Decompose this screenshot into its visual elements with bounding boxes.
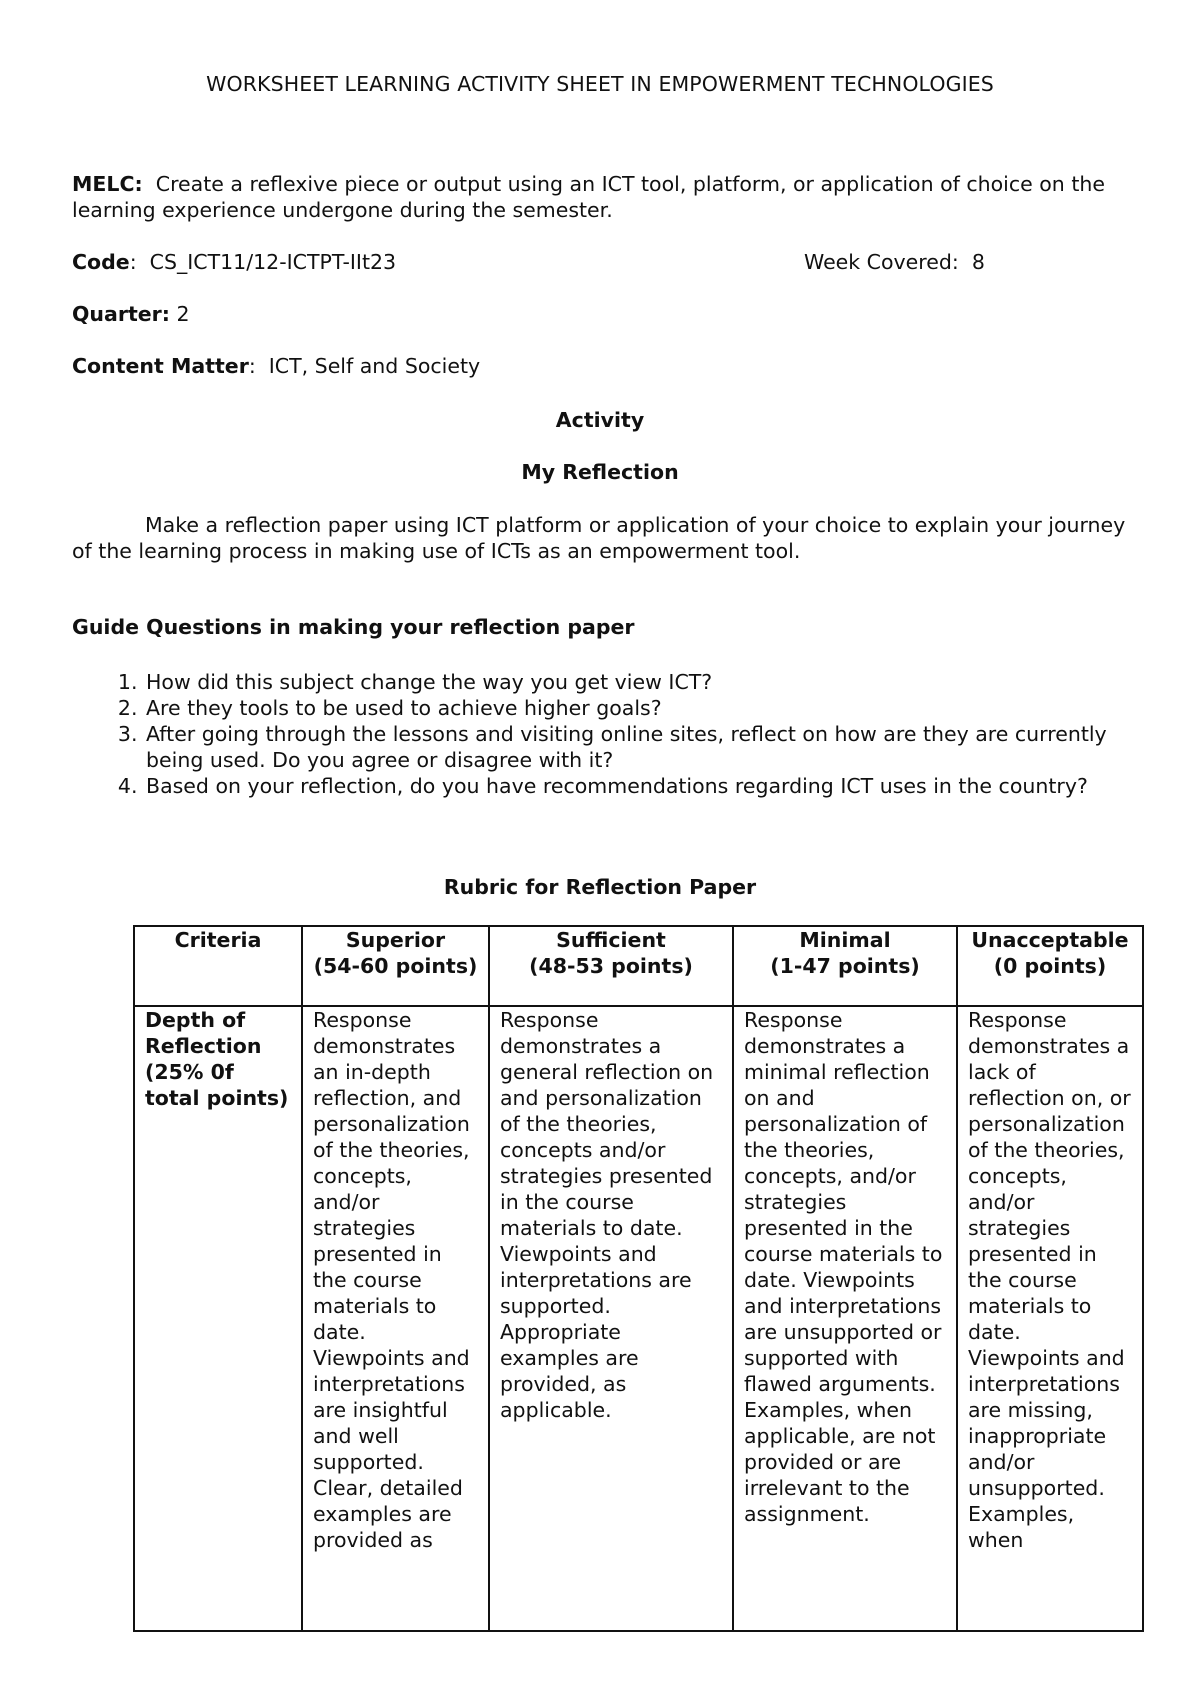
week-label: Week Covered: [804, 250, 959, 274]
list-item: 4. Based on your reflection, do you have recommendations regarding ICT uses in the country? [144, 773, 1154, 799]
code-value: CS_ICT11/12-ICTPT-IIt23 [149, 250, 397, 274]
melc-text: Create a reflexive piece or output using an ICT tool, platform, or application of choice on the learning experience undergone during the semester. [72, 172, 1105, 222]
quarter-label: Quarter: [72, 302, 170, 326]
activity-instructions: Make a reflection paper using ICT platform or application of your choice to explain your journey of the learning process in making use of ICTs as an empowerment tool. [72, 513, 1126, 563]
melc-section [72, 171, 1132, 223]
melc-label: MELC: [72, 172, 143, 196]
criteria-cell: Depth of Reflection (25% 0f total points) [134, 1006, 302, 1631]
rubric-title: Rubric for Reflection Paper [443, 875, 757, 899]
header-criteria: Criteria [134, 926, 302, 1006]
activity-heading: Activity [555, 408, 645, 432]
table-header-row [134, 926, 1143, 1006]
worksheet-title: WORKSHEET LEARNING ACTIVITY SHEET IN EMPOWERMENT TECHNOLOGIES [206, 72, 994, 96]
minimal-cell: Response demonstrates a minimal reflection on and personalization of the theories, concepts, and/or strategies presented in the course materials to date. Viewpoints and interpretations are unsupported or supported with flawed arguments. Examples, when applicable, are not provided or are irrelevant to the assignment. [733, 1006, 957, 1631]
sufficient-cell: Response demonstrates a general reflection on and personalization of the theories, concepts and/or strategies presented in the course materials to date. Viewpoints and interpretations are supported. Appropriate examples are provided, as applicable. [489, 1006, 733, 1631]
unacceptable-cell: Response demonstrates a lack of reflection on, or personalization of the theories, concepts, and/or strategies presented in the course materials to date. Viewpoints and interpretations are missing, inappropriate and/or unsupported. Examples, when [957, 1006, 1143, 1631]
guide-heading: Guide Questions in making your reflection paper [72, 615, 635, 639]
content-matter-line: Content Matter: ICT, Self and Society [72, 354, 481, 378]
guide-questions-list [100, 669, 1154, 799]
header-minimal: Minimal (1-47 points) [733, 926, 957, 1006]
table-row [134, 1006, 1143, 1631]
list-item: 2. Are they tools to be used to achieve higher goals? [144, 695, 1154, 721]
quarter-line [72, 301, 1132, 327]
code-label: Code [72, 250, 130, 274]
header-unacceptable: Unacceptable (0 points) [957, 926, 1143, 1006]
header-superior: Superior (54-60 points) [302, 926, 489, 1006]
code-line: Code: CS_ICT11/12-ICTPT-IIt23 [72, 250, 397, 274]
superior-cell: Response demonstrates an in-depth reflection, and personalization of the theories, concepts, and/or strategies presented in the course materials to date. Viewpoints and interpretations are insightful and well supported. Clear, detailed examples are provided as [302, 1006, 489, 1631]
activity-subheading: My Reflection [521, 460, 679, 484]
content-matter-label: Content Matter [72, 354, 249, 378]
header-sufficient: Sufficient (48-53 points) [489, 926, 733, 1006]
content-matter-value: ICT, Self and Society [268, 354, 481, 378]
list-item: 1. How did this subject change the way you get view ICT? [144, 669, 1154, 695]
week-value: 8 [971, 250, 985, 274]
week-covered [804, 249, 1124, 275]
rubric-table [133, 925, 1144, 1632]
quarter-value: 2 [176, 302, 190, 326]
list-item: 3. After going through the lessons and visiting online sites, reflect on how are they are currently being used. Do you agree or disagree with it? [144, 721, 1154, 773]
